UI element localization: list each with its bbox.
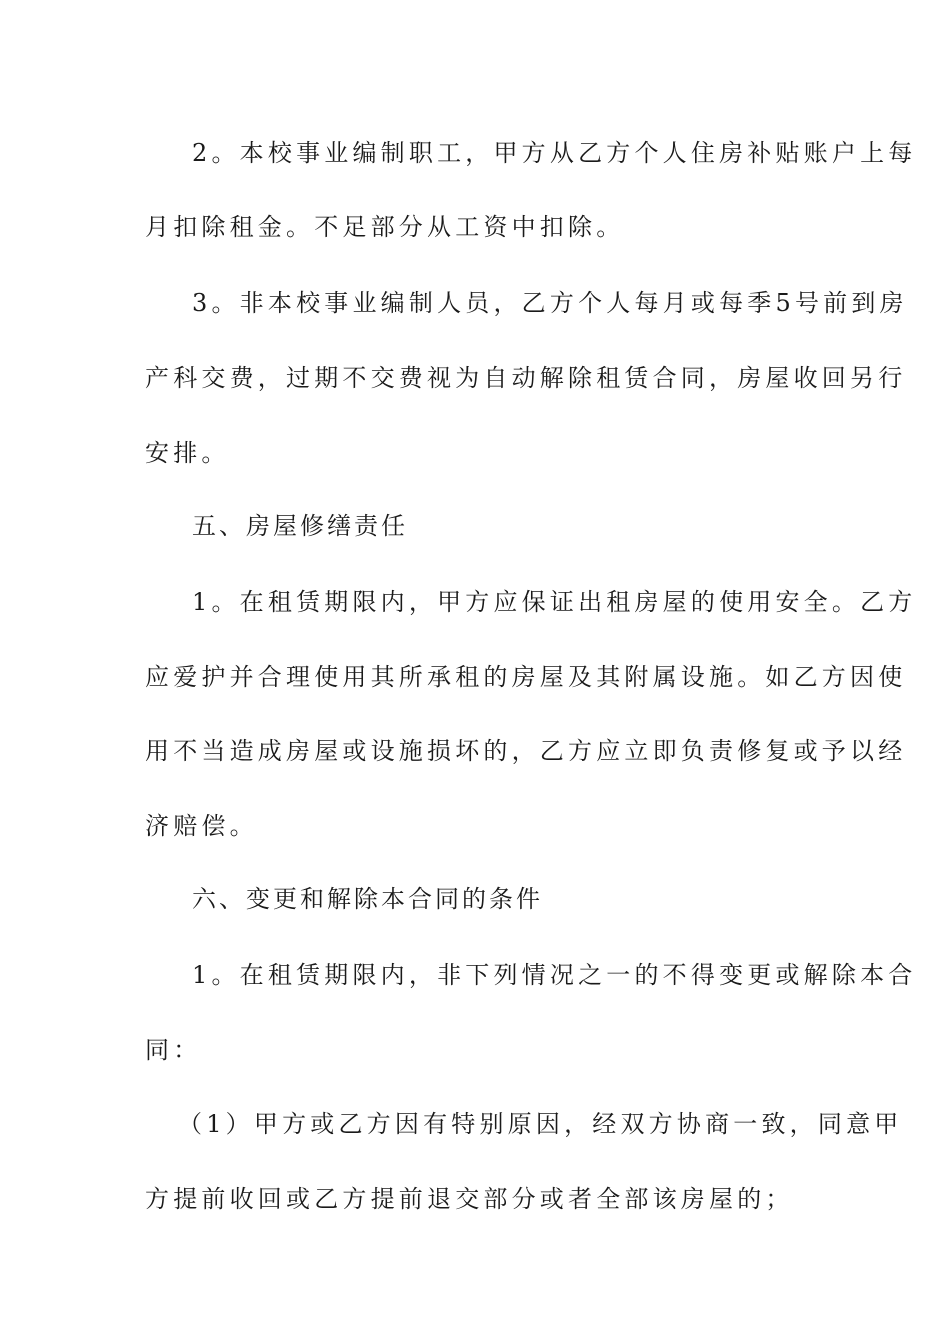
section-5-item-1-line-2: 应爱护并合理使用其所承租的房屋及其附属设施。如乙方因使 (145, 663, 907, 691)
section-6-item-1-line-2: 同： (145, 1036, 202, 1064)
section-heading-6: 六、变更和解除本合同的条件 (192, 885, 543, 913)
paragraph-3-line-1: 3。非本校事业编制人员，乙方个人每月或每季5号前到房 (192, 289, 908, 317)
section-6-item-1-line-1: 1。在租赁期限内，非下列情况之一的不得变更或解除本合 (192, 961, 917, 989)
section-5-item-1-line-3: 用不当造成房屋或设施损坏的，乙方应立即负责修复或予以经 (145, 737, 907, 765)
section-6-subitem-1-line-1: （1）甲方或乙方因有特别原因，经双方协商一致，同意甲 (178, 1110, 903, 1138)
paragraph-3-line-3: 安排。 (145, 439, 230, 467)
section-5-item-1-line-1: 1。在租赁期限内，甲方应保证出租房屋的使用安全。乙方 (192, 588, 917, 616)
paragraph-2-line-2: 月扣除租金。不足部分从工资中扣除。 (145, 213, 625, 241)
section-heading-5: 五、房屋修缮责任 (192, 512, 408, 540)
paragraph-2-line-1: 2。本校事业编制职工，甲方从乙方个人住房补贴账户上每 (192, 139, 917, 167)
section-5-item-1-line-4: 济赔偿。 (145, 812, 258, 840)
paragraph-3-line-2: 产科交费，过期不交费视为自动解除租赁合同，房屋收回另行 (145, 364, 907, 392)
section-6-subitem-1-line-2: 方提前收回或乙方提前退交部分或者全部该房屋的； (145, 1185, 794, 1213)
